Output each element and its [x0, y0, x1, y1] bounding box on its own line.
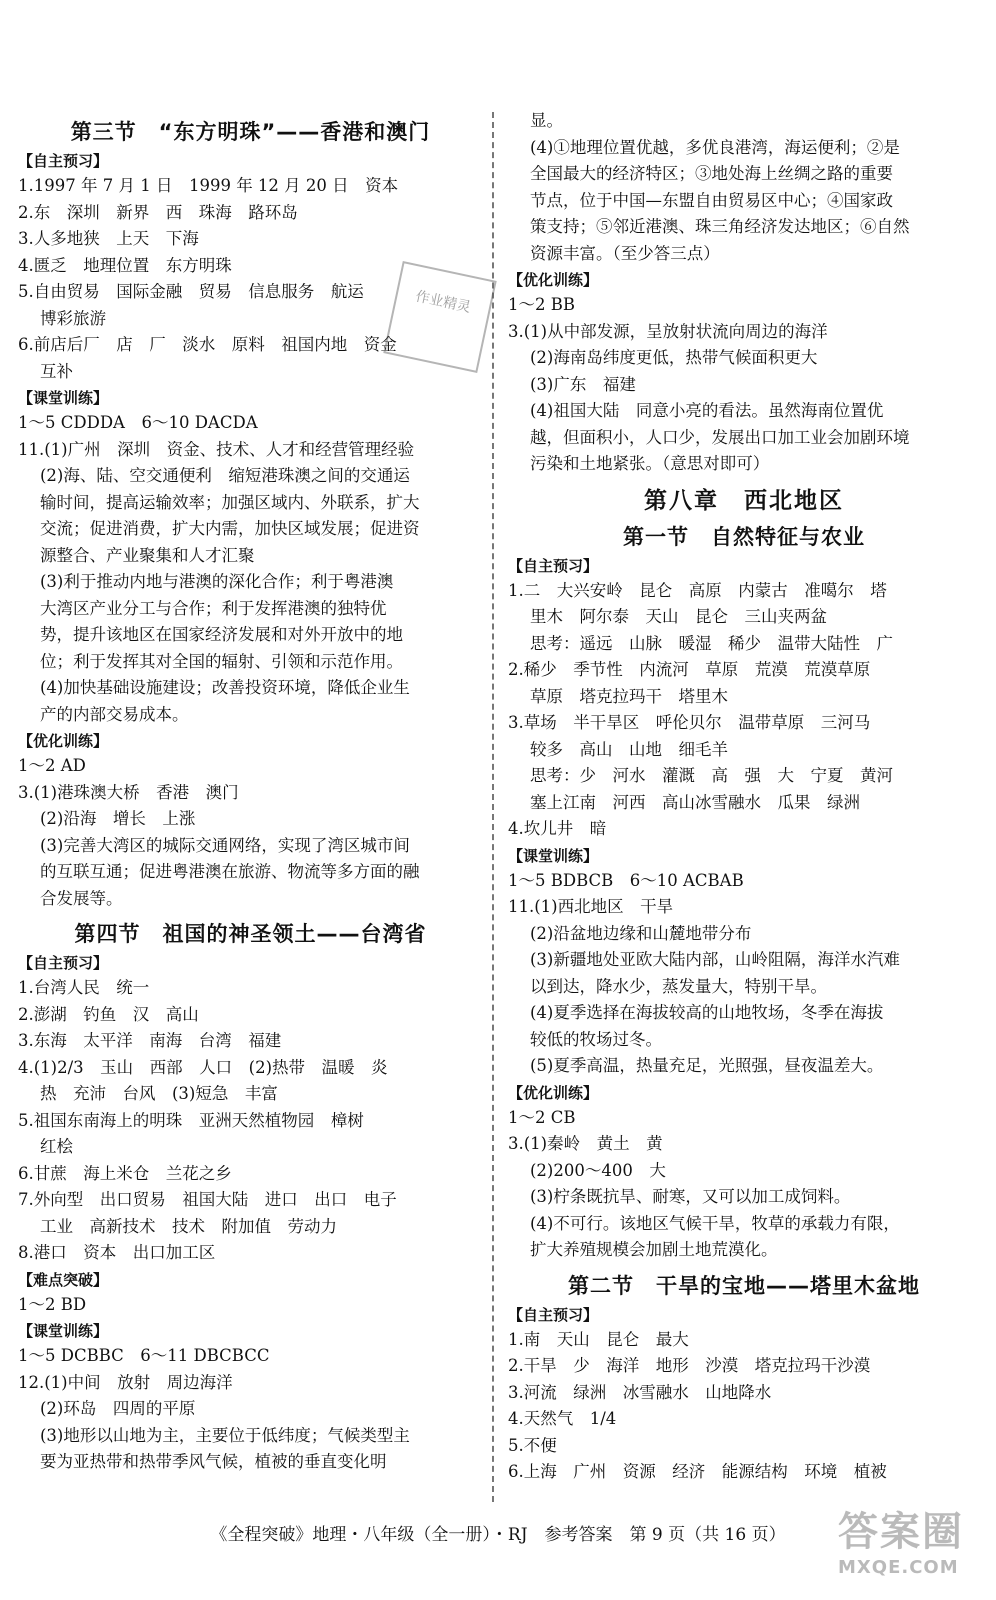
answer-line: 3.(1)从中部发源，呈放射状流向周边的海洋	[508, 321, 828, 341]
answer-line: 较多 高山 山地 细毛羊	[530, 739, 728, 759]
answer-line: 3.(1)港珠澳大桥 香港 澳门	[18, 782, 239, 802]
answer-line: 源整合、产业聚集和人才汇聚	[40, 545, 255, 565]
answer-line: 7.外向型 出口贸易 祖国大陆 进口 出口 电子	[18, 1190, 397, 1209]
answer-line: 热 充沛 台风 (3)短急 丰富	[40, 1084, 278, 1103]
section-title: 第四节 祖国的神圣领土——台湾省	[74, 922, 427, 946]
answer-line: 4.天然气 1/4	[508, 1409, 617, 1428]
answer-line: 较低的牧场过冬。	[530, 1029, 662, 1049]
answer-line: (4)祖国大陆 同意小亮的看法。虽然海南位置优	[530, 401, 884, 420]
section-title: 第二节 干旱的宝地——塔里木盆地	[568, 1273, 920, 1298]
answer-line: 交流；促进消费，扩大内需，加快区域发展；促进资	[40, 519, 420, 538]
answer-line: (4)①地理位置优越，多优良港湾，海运便利；②是	[530, 137, 900, 157]
answer-line: 输时间，提高运输效率；加强区域内、外联系，扩大	[40, 492, 420, 512]
answer-line: 以到达，降水少，蒸发量大，特别干旱。	[530, 976, 827, 996]
answer-line: 5.不便	[508, 1435, 557, 1455]
answer-line: 产的内部交易成本。	[40, 704, 189, 724]
answer-line: (3)柠条既抗旱、耐寒，又可以加工成饲料。	[530, 1187, 851, 1206]
answer-line: (4)夏季选择在海拔较高的山地牧场，冬季在海拔	[530, 1003, 884, 1022]
answer-line: 要为亚热带和热带季风气候，植被的垂直变化明	[40, 1452, 387, 1471]
answer-line: 5.祖国东南海上的明珠 亚洲天然植物园 樟树	[18, 1110, 364, 1130]
logo-text: 答案圈	[838, 1509, 964, 1555]
answer-line: 1.南 天山 昆仑 最大	[508, 1329, 689, 1349]
answer-line: (3)新疆地处亚欧大陆内部，山岭阻隔，海洋水汽难	[530, 950, 900, 969]
logo-url: MXQE.COM	[838, 1557, 959, 1578]
answer-line: 6.前店后厂 店 厂 淡水 原料 祖国内地 资金	[18, 335, 397, 354]
answer-line: (3)地形以山地为主，主要位于低纬度；气候类型主	[40, 1425, 410, 1445]
answer-line: 塞上江南 河西 高山冰雪融水 瓜果 绿洲	[530, 792, 860, 812]
answer-line: (4)加快基础设施建设；改善投资环境，降低企业生	[40, 678, 410, 697]
answer-line: 位；利于发挥其对全国的辐射、引领和示范作用。	[40, 651, 403, 671]
page-footer: 《全程突破》地理・八年级（全一册）・RJ 参考答案 第 9 页（共 16 页）	[210, 1525, 786, 1545]
answer-line: 思考：遥远 山脉 暖湿 稀少 温带大陆性 广	[530, 633, 893, 653]
answer-line: 红桧	[40, 1137, 73, 1156]
right-column	[508, 108, 980, 1486]
section-title: 第三节 “东方明珠”——香港和澳门	[70, 120, 431, 144]
answer-line: 博彩旅游	[40, 308, 106, 328]
answer-line: 1.1997 年 7 月 1 日 1999 年 12 月 20 日 资本	[18, 176, 399, 195]
answer-line: 策支持；⑤邻近港澳、珠三角经济发达地区；⑥自然	[530, 217, 910, 236]
section-tag: 【自主预习】	[508, 556, 599, 575]
answer-line: 越，但面积小，人口少，发展出口加工业会加剧环境	[530, 427, 910, 447]
answer-line: 互补	[40, 361, 73, 381]
chapter-title: 第八章 西北地区	[644, 487, 844, 514]
answer-line: 12.(1)中间 放射 周边海洋	[18, 1372, 233, 1392]
answer-line: 1～2 AD	[18, 756, 86, 775]
answer-line: 1～5 DCBBC 6～11 DBCBCC	[18, 1346, 270, 1365]
answer-line: 1～2 BD	[18, 1294, 87, 1314]
answer-line: (4)不可行。该地区气候干旱，牧草的承载力有限，	[530, 1213, 900, 1233]
answer-line: 3.人多地狭 上天 下海	[18, 229, 199, 248]
answer-line: 显。	[530, 111, 563, 130]
section-tag: 【课堂训练】	[18, 1322, 109, 1340]
answer-line: 2.澎湖 钓鱼 汉 高山	[18, 1004, 199, 1024]
site-logo	[838, 1500, 978, 1590]
section-tag: 【优化训练】	[508, 271, 599, 289]
answer-line: 4.坎儿井 暗	[508, 819, 607, 838]
answer-line: 8.港口 资本 出口加工区	[18, 1243, 216, 1262]
answer-line: 11.(1)广州 深圳 资金、技术、人才和经营管理经验	[18, 439, 415, 459]
answer-line: 4.匮乏 地理位置 东方明珠	[18, 255, 232, 275]
answer-line: 全国最大的经济特区；③地处海上丝绸之路的重要	[530, 164, 893, 183]
answer-line: (5)夏季高温，热量充足，光照强，昼夜温差大。	[530, 1056, 884, 1075]
answer-line: 2.干旱 少 海洋 地形 沙漠 塔克拉玛干沙漠	[508, 1356, 871, 1375]
answer-line: (3)完善大湾区的城际交通网络，实现了湾区城市间	[40, 835, 410, 855]
answer-line: 1～2 CB	[508, 1107, 576, 1127]
answer-line: 2.稀少 季节性 内流河 草原 荒漠 荒漠草原	[508, 660, 871, 679]
section-tag: 【难点突破】	[18, 1270, 109, 1289]
answer-line: 草原 塔克拉玛干 塔里木	[530, 686, 728, 706]
answer-line: (3)利于推动内地与港澳的深化合作；利于粤港澳	[40, 572, 394, 591]
stamp-text: 作业精灵	[414, 288, 473, 316]
answer-line: (3)广东 福建	[530, 374, 636, 394]
answer-line: 3.(1)秦岭 黄土 黄	[508, 1134, 663, 1153]
answer-line: (2)沿海 增长 上涨	[40, 809, 196, 828]
section-tag: 【自主预习】	[18, 954, 109, 972]
answer-line: 5.自由贸易 国际金融 贸易 信息服务 航运	[18, 282, 364, 301]
answer-line: 势，提升该地区在国家经济发展和对外开放中的地	[40, 625, 403, 644]
section-tag: 【优化训练】	[508, 1083, 599, 1102]
answer-line: 思考：少 河水 灌溉 高 强 大 宁夏 黄河	[530, 766, 893, 785]
answer-line: 资源丰富。（至少答三点）	[530, 243, 720, 263]
answer-line: 6.上海 广州 资源 经济 能源结构 环境 植被	[508, 1462, 887, 1481]
answer-line: 合发展等。	[40, 888, 123, 908]
answer-line: (2)海、陆、空交通便利 缩短港珠澳之间的交通运	[40, 466, 410, 485]
section-tag: 【课堂训练】	[18, 389, 109, 407]
answer-line: 污染和土地紧张。（意思对即可）	[530, 454, 770, 473]
column-divider	[492, 112, 494, 1502]
answer-line: 3.东海 太平洋 南海 台湾 福建	[18, 1031, 282, 1050]
answer-line: 3.河流 绿洲 冰雪融水 山地降水	[508, 1382, 772, 1402]
section-tag: 【自主预习】	[18, 152, 109, 170]
answer-line: 2.东 深圳 新界 西 珠海 路环岛	[18, 202, 298, 222]
answer-line: 1～5 CDDDA 6～10 DACDA	[18, 413, 258, 432]
answer-line: 1.台湾人民 统一	[18, 978, 150, 997]
answer-line: 里木 阿尔泰 天山 昆仑 三山夹两盆	[530, 607, 827, 626]
answer-line: 1.二 大兴安岭 昆仑 高原 内蒙古 准噶尔 塔	[508, 580, 887, 600]
section-tag: 【优化训练】	[18, 732, 109, 750]
answer-line: 大湾区产业分工与合作；利于发挥港澳的独特优	[40, 598, 387, 618]
answer-line: 1～5 BDBCB 6～10 ACBAB	[508, 870, 744, 890]
answer-line: 的互联互通；促进粤港澳在旅游、物流等多方面的融	[40, 862, 420, 881]
section-tag: 【课堂训练】	[508, 846, 599, 865]
answer-line: 工业 高新技术 技术 附加值 劳动力	[40, 1216, 337, 1236]
answer-line: 11.(1)西北地区 干旱	[508, 897, 674, 916]
section-title: 第一节 自然特征与农业	[623, 524, 865, 549]
answer-line: (2)海南岛纬度更低，热带气候面积更大	[530, 348, 818, 367]
answer-line: (2)环岛 四周的平原	[40, 1399, 196, 1418]
answer-line: 节点，位于中国—东盟自由贸易区中心；④国家政	[530, 190, 893, 210]
answer-line: 3.草场 半干旱区 呼伦贝尔 温带草原 三河马	[508, 713, 871, 732]
answer-line: (2)沿盆地边缘和山麓地带分布	[530, 923, 752, 943]
answer-line: 1～2 BB	[508, 295, 575, 314]
answer-line: 6.甘蔗 海上米仓 兰花之乡	[18, 1163, 232, 1183]
answer-line: (2)200～400 大	[530, 1160, 666, 1180]
section-tag: 【自主预习】	[508, 1305, 599, 1324]
answer-line: 扩大养殖规模会加剧土地荒漠化。	[530, 1240, 778, 1259]
answer-line: 4.(1)2/3 玉山 西部 人口 (2)热带 温暖 炎	[18, 1057, 388, 1077]
watermark-stamp	[383, 261, 496, 373]
